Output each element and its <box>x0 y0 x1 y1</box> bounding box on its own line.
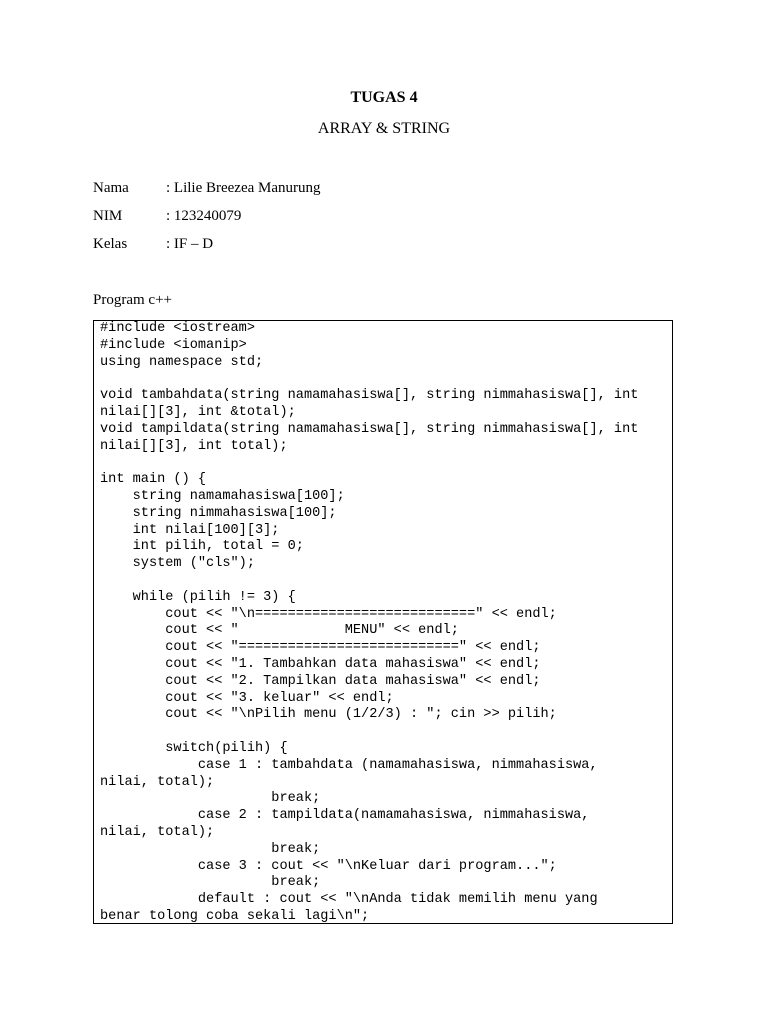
code-line: string namamahasiswa[100]; <box>100 489 345 504</box>
info-label: Kelas <box>93 236 128 252</box>
code-line: int pilih, total = 0; <box>100 539 304 555</box>
code-line: using namespace std; <box>100 354 264 370</box>
code-line: while (pilih != 3) { <box>100 589 296 605</box>
code-line: cout << "3. keluar" << endl; <box>100 690 394 706</box>
info-value: : Lilie Breezea Manurung <box>166 180 321 196</box>
info-row-nim <box>93 206 241 226</box>
code-line: cout << "\nPilih menu (1/2/3) : "; cin >> pilih; <box>100 707 557 723</box>
info-label: Nama <box>93 180 129 196</box>
code-line: string nimmahasiswa[100]; <box>100 505 337 521</box>
info-value: : IF – D <box>166 236 214 252</box>
code-line: break; <box>100 791 321 807</box>
code-line: cout << "===========================" << endl; <box>100 640 541 656</box>
code-line: cout << "1. Tambahkan data mahasiswa" << endl; <box>100 657 541 672</box>
code-line: nilai, total); <box>100 825 215 840</box>
code-line: case 3 : cout << "\nKeluar dari program..."; <box>100 858 557 874</box>
code-line: case 2 : tampildata(namamahasiswa, nimmahasiswa, <box>100 808 590 824</box>
code-line: #include <iomanip> <box>100 337 247 353</box>
info-row-nama <box>93 178 321 198</box>
code-line: cout << " MENU" << endl; <box>100 623 459 639</box>
code-line: system ("cls"); <box>100 556 255 572</box>
code-line: int nilai[100][3]; <box>100 522 280 538</box>
code-line: cout << "2. Tampilkan data mahasiswa" << endl; <box>100 673 541 689</box>
document-subtitle: ARRAY & STRING <box>317 120 451 137</box>
code-line: void tambahdata(string namamahasiswa[], string nimmahasiswa[], int <box>100 388 639 404</box>
code-line: int main () { <box>100 472 207 488</box>
code-line: nilai[][3], int total); <box>100 438 288 454</box>
info-value: : 123240079 <box>166 208 242 224</box>
section-label: Program c++ <box>93 292 172 308</box>
code-line: benar tolong coba sekali lagi\n"; <box>100 909 370 924</box>
code-line: switch(pilih) { <box>100 741 288 756</box>
code-line: cout << "\n===========================" << endl; <box>100 606 557 622</box>
document-title: TUGAS 4 <box>350 89 418 106</box>
code-line: break; <box>100 875 321 891</box>
code-line: nilai, total); <box>100 774 215 790</box>
code-line: case 1 : tambahdata (namamahasiswa, nimmahasiswa, <box>100 757 598 773</box>
code-line: default : cout << "\nAnda tidak memilih menu yang <box>100 892 598 908</box>
code-line: void tampildata(string namamahasiswa[], string nimmahasiswa[], int <box>100 421 639 437</box>
code-line: nilai[][3], int &total); <box>100 405 296 420</box>
info-row-kelas <box>93 234 213 254</box>
code-line: break; <box>100 841 321 857</box>
info-label: NIM <box>93 208 123 224</box>
code-line: #include <iostream> <box>100 321 255 336</box>
code-block <box>93 320 673 924</box>
